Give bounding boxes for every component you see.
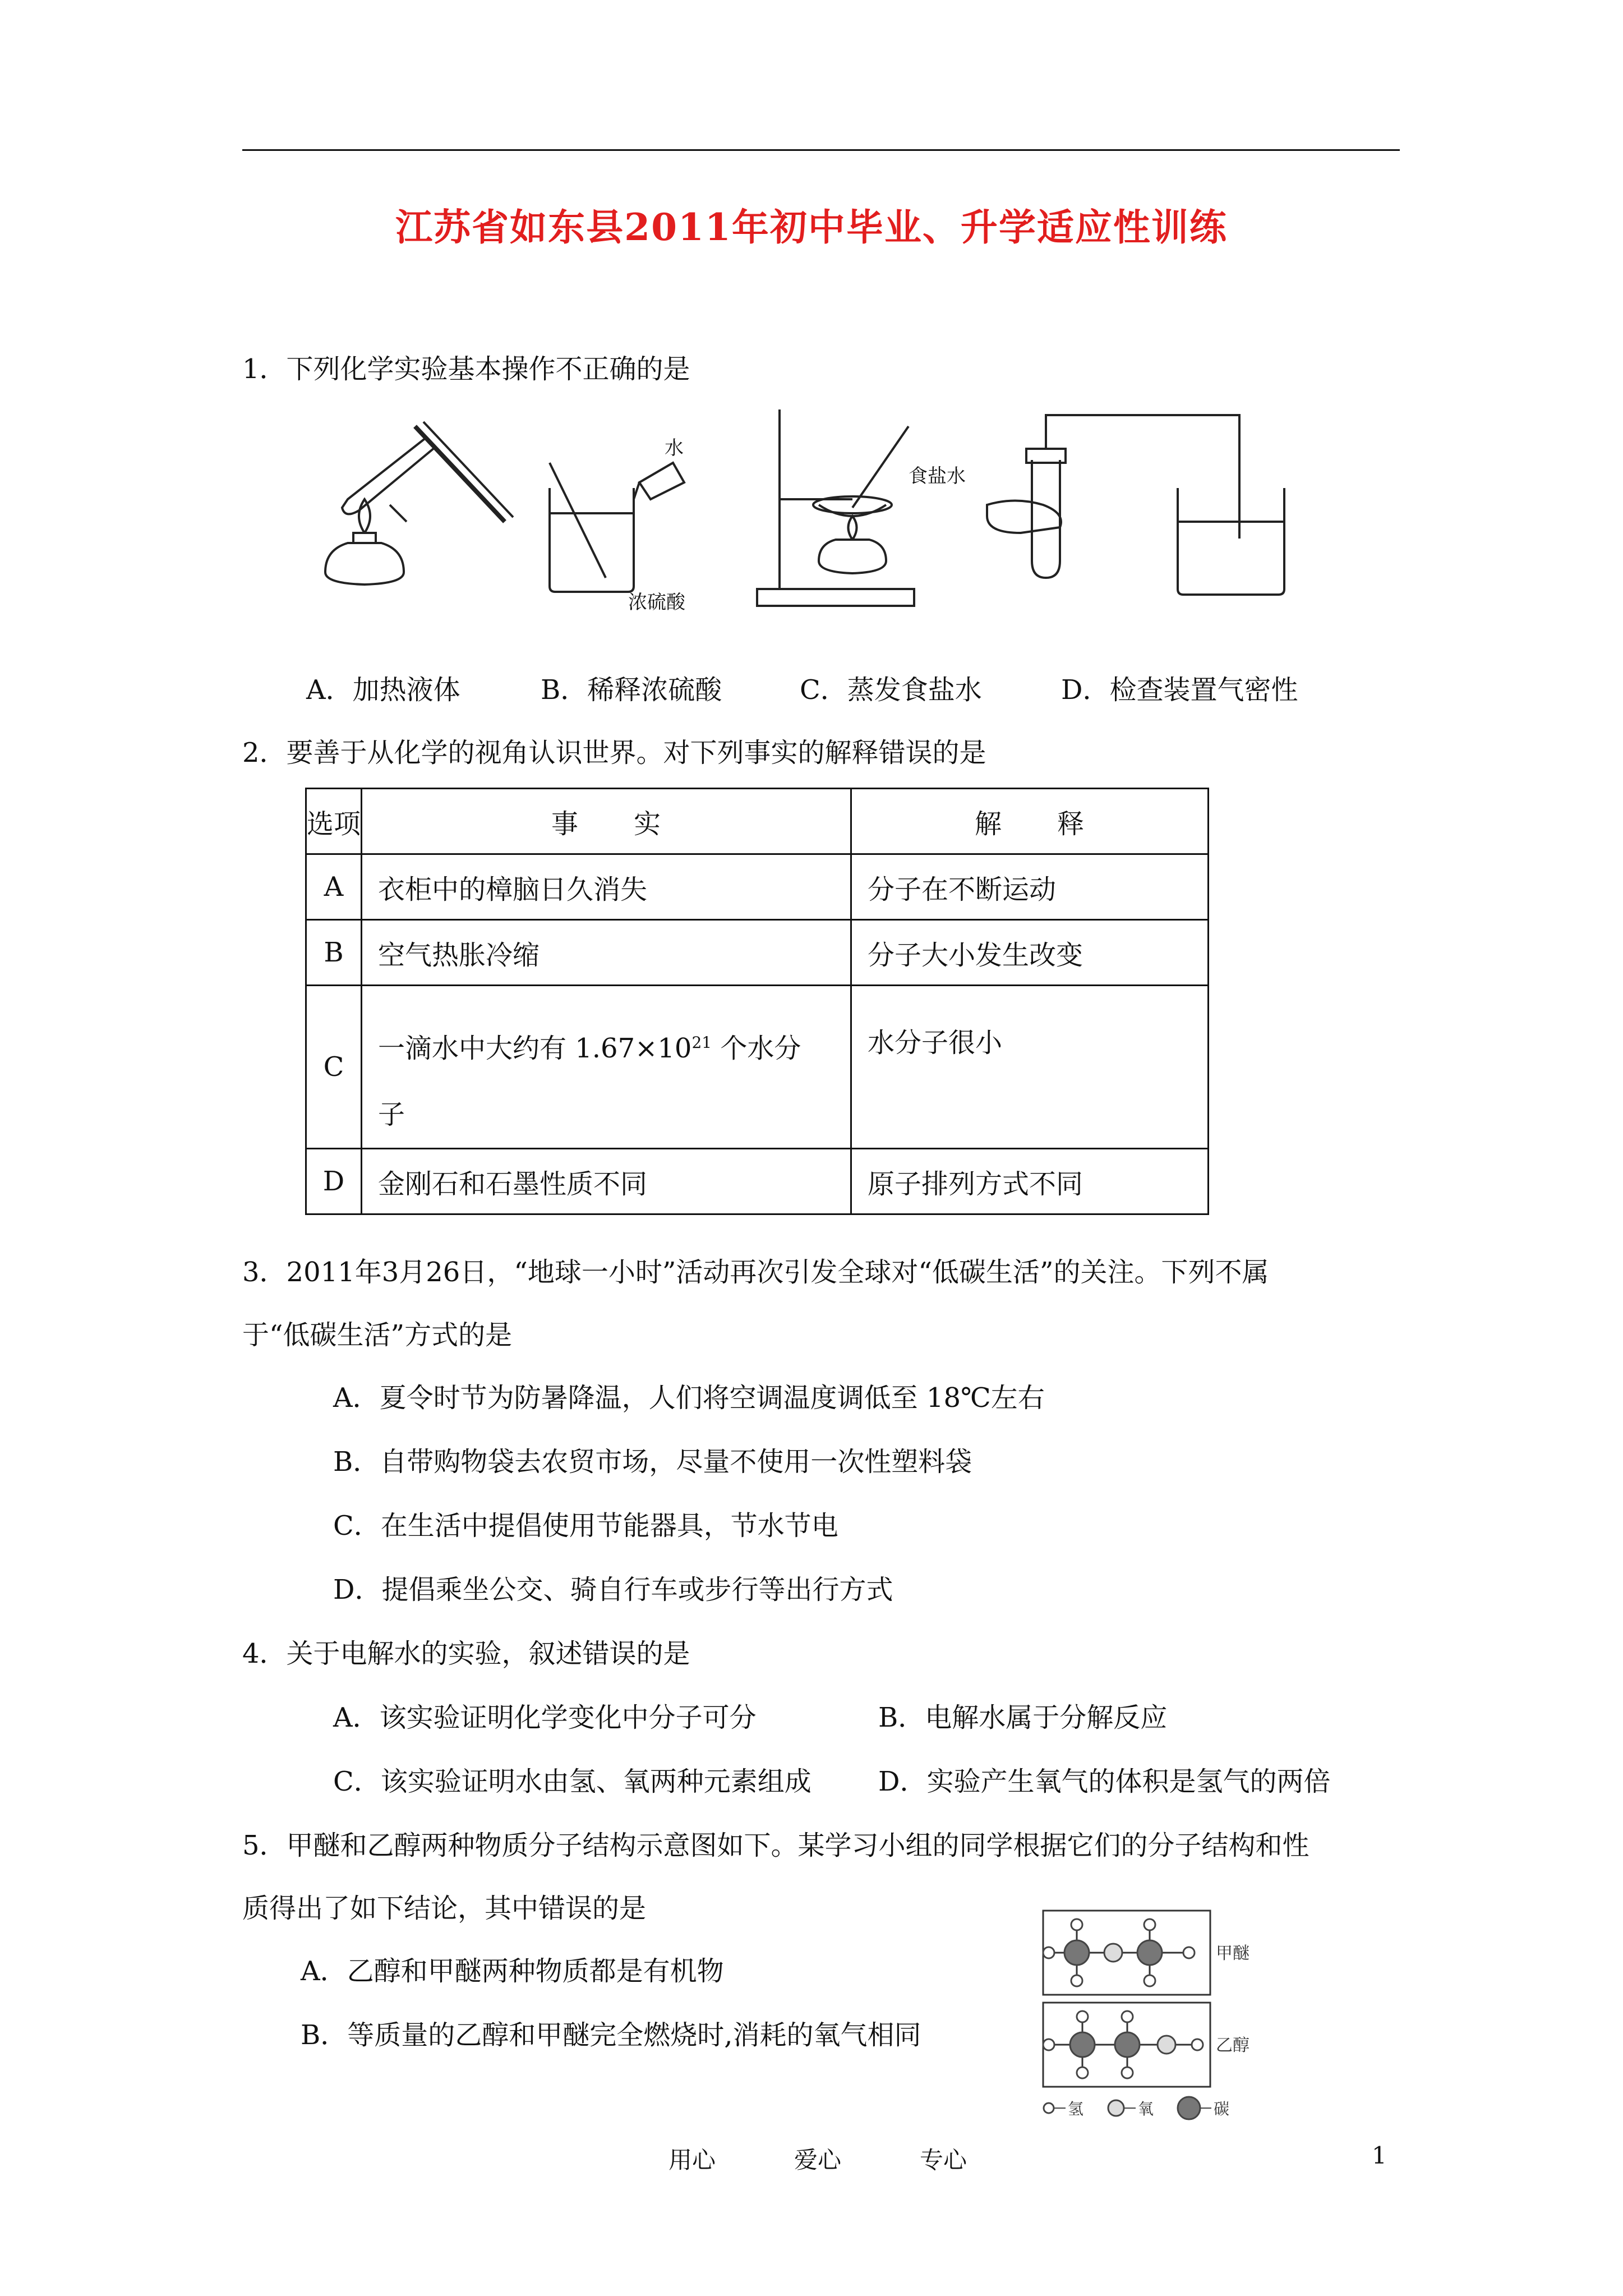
hydrogen-atom-icon <box>1071 1919 1082 1930</box>
q2-row-fact: 衣柜中的樟脑日久消失 <box>362 854 851 920</box>
q5-molecule-figure <box>1032 1907 1290 2120</box>
hydrogen-atom-icon <box>1043 2039 1054 2050</box>
q4-stem: 4．关于电解水的实验，叙述错误的是 <box>242 1638 690 1669</box>
q5-option-a[interactable]: A．乙醇和甲醚两种物质都是有机物 <box>301 1955 724 1987</box>
hydrogen-atom-icon <box>1071 1975 1082 1986</box>
q2-row-explain: 原子排列方式不同 <box>851 1149 1209 1214</box>
q2-row-fact: 空气热胀冷缩 <box>362 920 851 986</box>
table-row <box>306 1149 1209 1214</box>
q4-option-b[interactable]: B．电解水属于分解反应 <box>878 1702 1168 1733</box>
q2-row-option: B <box>306 920 362 986</box>
oxygen-atom-icon <box>1104 1944 1122 1962</box>
q2-row-option: A <box>306 854 362 920</box>
q2-row-fact: 金刚石和石墨性质不同 <box>362 1149 851 1214</box>
hydrogen-atom-icon <box>1077 2067 1088 2078</box>
q3-option-c[interactable]: C．在生活中提倡使用节能器具，节水节电 <box>333 1510 838 1542</box>
q2-row-option: D <box>306 1149 362 1214</box>
q5-label-ether: 甲醚 <box>1216 1944 1249 1963</box>
footer-words <box>668 2142 967 2175</box>
hydrogen-atom-icon <box>1043 1947 1054 1958</box>
hydrogen-atom-icon <box>1144 1975 1155 1986</box>
hydrogen-atom-icon <box>1183 1947 1195 1958</box>
hydrogen-atom-icon <box>1192 2039 1203 2050</box>
legend-carbon-icon <box>1178 2097 1200 2119</box>
q2-row-explain: 水分子很小 <box>851 986 1209 1149</box>
q1-option-c[interactable]: C．蒸发食盐水 <box>800 674 982 706</box>
footer-word-1: 用心 <box>668 2146 716 2174</box>
q2-fact-c-part2: 个水分 <box>712 1033 801 1064</box>
legend-hydrogen-icon <box>1044 2103 1054 2113</box>
q2-row-explain: 分子在不断运动 <box>851 854 1209 920</box>
q2-row-explain: 分子大小发生改变 <box>851 920 1209 986</box>
beaker-b-icon <box>550 463 684 592</box>
q1-option-a[interactable]: A．加热液体 <box>306 674 460 706</box>
q3-option-b[interactable]: B．自带购物袋去农贸市场，尽量不使用一次性塑料袋 <box>333 1446 972 1478</box>
hydrogen-atom-icon <box>1077 2011 1088 2022</box>
q1-label-water: 水 <box>665 437 684 459</box>
hydrogen-atom-icon <box>1122 2067 1133 2078</box>
q1-apparatus-figure <box>314 393 1290 617</box>
q2-fact-c-line2: 子 <box>378 1099 405 1130</box>
q2-header-explain: 解 释 <box>851 789 1209 854</box>
q5-stem-line2: 质得出了如下结论，其中错误的是 <box>242 1893 647 1924</box>
q1-label-brine: 食盐水 <box>909 465 966 487</box>
carbon-atom-icon <box>1137 1940 1162 1965</box>
q2-header-fact: 事 实 <box>362 789 851 854</box>
q2-row-fact <box>362 986 851 1149</box>
q5-legend-o: 氧 <box>1138 2100 1154 2118</box>
q1-label-conc-acid: 浓硫酸 <box>628 591 685 614</box>
q1-option-b[interactable]: B．稀释浓硫酸 <box>541 674 722 706</box>
carbon-atom-icon <box>1115 2032 1140 2057</box>
q2-stem: 2．要善于从化学的视角认识世界。对下列事实的解释错误的是 <box>242 737 986 769</box>
airtight-check-d-icon <box>987 415 1284 595</box>
q4-option-a[interactable]: A．该实验证明化学变化中分子可分 <box>333 1702 757 1733</box>
legend-oxygen-icon <box>1108 2100 1124 2116</box>
hydrogen-atom-icon <box>1144 1919 1155 1930</box>
table-row <box>306 854 1209 920</box>
q1-option-d[interactable]: D．检查装置气密性 <box>1061 674 1298 706</box>
oxygen-atom-icon <box>1158 2036 1175 2054</box>
q3-option-a[interactable]: A．夏令时节为防暑降温，人们将空调温度调低至 18℃左右 <box>333 1382 1045 1414</box>
q2-fact-c-part1: 一滴水中大约有 1.67×10 <box>378 1033 692 1064</box>
q3-option-d[interactable]: D．提倡乘坐公交、骑自行车或步行等出行方式 <box>333 1574 893 1605</box>
footer-word-2: 爱心 <box>794 2146 842 2174</box>
page-title: 江苏省如东县2011年初中毕业、升学适应性训练 <box>395 205 1228 249</box>
q2-row-option: C <box>306 986 362 1149</box>
q5-legend-h: 氢 <box>1068 2100 1084 2118</box>
table-row <box>306 920 1209 986</box>
q4-option-c[interactable]: C．该实验证明水由氢、氧两种元素组成 <box>333 1766 811 1797</box>
q2-table <box>305 788 1209 1215</box>
page-number: 1 <box>1372 2142 1387 2169</box>
alcohol-lamp-a-icon <box>325 499 404 585</box>
carbon-atom-icon <box>1064 1940 1089 1965</box>
q2-header-option: 选项 <box>306 789 362 854</box>
iron-stand-c-icon <box>757 409 914 606</box>
q5-stem-line1: 5．甲醚和乙醇两种物质分子结构示意图如下。某学习小组的同学根据它们的分子结构和性 <box>242 1830 1310 1861</box>
q5-legend-c: 碳 <box>1214 2100 1230 2118</box>
q3-stem-line1: 3．2011年3月26日，“地球一小时”活动再次引发全球对“低碳生活”的关注。下列不属 <box>242 1257 1269 1288</box>
q4-option-d[interactable]: D．实验产生氧气的体积是氢气的两倍 <box>878 1766 1331 1797</box>
carbon-atom-icon <box>1070 2032 1095 2057</box>
hydrogen-atom-icon <box>1122 2011 1133 2022</box>
q3-stem-line2: 于“低碳生活”方式的是 <box>242 1319 513 1351</box>
q5-label-ethanol: 乙醇 <box>1216 2036 1249 2055</box>
q2-fact-c-exponent: 21 <box>691 1033 712 1052</box>
footer-word-3: 专心 <box>920 2146 967 2174</box>
table-row <box>306 986 1209 1149</box>
q1-stem: 1．下列化学实验基本操作不正确的是 <box>242 353 690 385</box>
header-rule <box>242 149 1400 151</box>
q5-option-b[interactable]: B．等质量的乙醇和甲醚完全燃烧时,消耗的氧气相同 <box>301 2019 921 2051</box>
